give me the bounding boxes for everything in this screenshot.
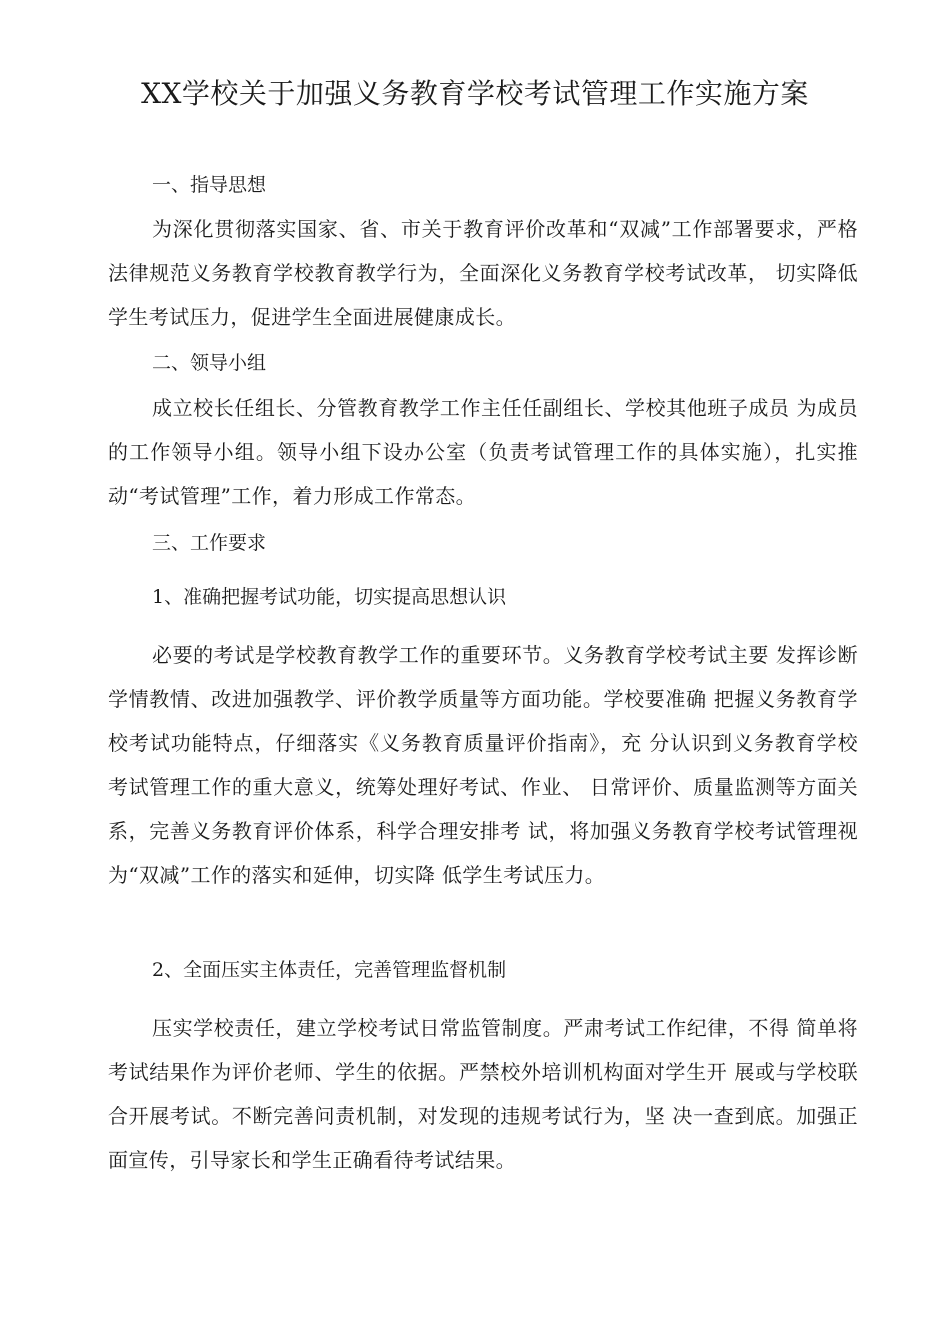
subsection-heading-exam-function: 1、准确把握考试功能，切实提高思想认识 [152,586,507,608]
section-paragraph-guiding-ideology: 为深化贯彻落实国家、省、市关于教育评价改革和“双减”工作部署要求，严格法律规范义务教育学校教育教学行为，全面深化义务教育学校考试改革， 切实降低学生考试压力，促进学生全面进展健康成长。 [108,217,858,329]
section-heading-work-requirements: 三、工作要求 [152,532,267,554]
subsection-paragraph-exam-function: 必要的考试是学校教育教学工作的重要环节。义务教育学校考试主要 发挥诊断学情教情、改进加强教学、评价教学质量等方面功能。学校要准确 把握义务教育学校考试功能特点，仔细落实《义务教育质量评价指南》，充 分认识到义务教育学校考试管理工作的重大意义，统筹处理好考试、作业、 日常评价、质量监测等方面关系，完善义务教育评价体系，科学合理安排考 试，将加强义务教育学校考试管理视为“双减”工作的落实和延伸，切实降 低学生考试压力。 [108,643,858,887]
document-title: XX学校关于加强义务教育学校考试管理工作实施方案 [141,77,809,110]
section-heading-leadership-group: 二、领导小组 [152,352,267,374]
section-paragraph-leadership-group: 成立校长任组长、分管教育教学工作主任任副组长、学校其他班子成员 为成员的工作领导小组。领导小组下设办公室（负责考试管理工作的具体实施），扎实推动“考试管理”工作，着力形成工作常态。 [108,396,858,508]
subsection-paragraph-responsibility: 压实学校责任，建立学校考试日常监管制度。严肃考试工作纪律，不得 简单将考试结果作为评价老师、学生的依据。严禁校外培训机构面对学生开 展或与学校联合开展考试。不断完善问责机制，对发现的违规考试行为，坚 决一查到底。加强正面宣传，引导家长和学生正确看待考试结果。 [108,1016,858,1172]
section-heading-guiding-ideology: 一、指导思想 [152,174,267,196]
subsection-heading-responsibility: 2、全面压实主体责任，完善管理监督机制 [152,959,507,981]
